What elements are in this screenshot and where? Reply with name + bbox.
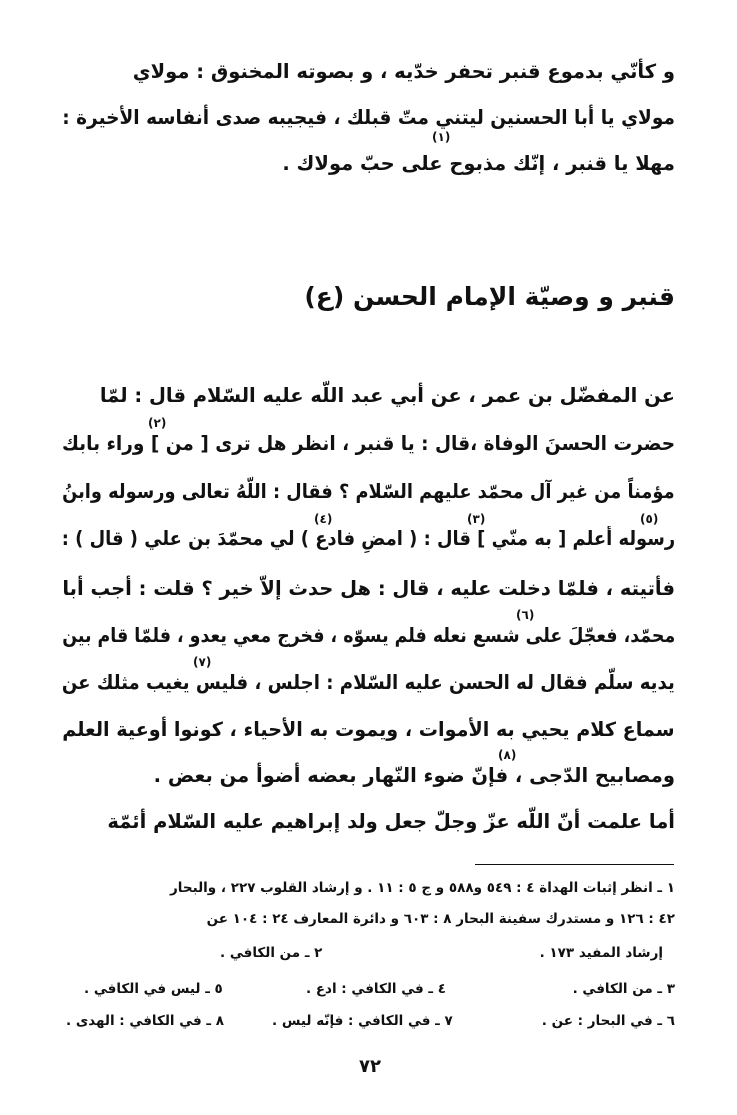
intro-line-1: و كأنّي بدموع قنبر تحفر خدّيه ، و بصوته المخنوق : مولاي xyxy=(132,60,675,83)
body-line-7: يديه سلّم فقال له الحسن عليه السّلام : اجلس ، فليس يغيب مثلك عن xyxy=(62,671,675,694)
footnote-separator xyxy=(475,864,674,865)
footnote-marker-1: (١) xyxy=(432,130,451,144)
footnote-1-line-1: ١ ـ انظر إثبات الهداة ٤ : ٥٤٩ و٥٨٨ و ج ٥ : ١١ . و إرشاد القلوب ٢٢٧ ، والبحار xyxy=(170,880,675,896)
section-heading: قنبر و وصيّة الإمام الحسن (ع) xyxy=(304,282,675,311)
intro-line-3: مهلا يا قنبر ، إنّك مذبوح على حبّ مولاك . xyxy=(282,152,675,175)
body-line-9: ومصابيح الدّجى ، فإنّ ضوء النّهار بعضه أضوأ من بعض . xyxy=(153,764,675,787)
body-line-3: مؤمناً من غير آل محمّد عليهم السّلام ؟ فقال : اللّهُ تعالى ورسوله وابنُ xyxy=(62,480,675,503)
page-number: ٧٢ xyxy=(359,1056,381,1077)
body-line-4: رسوله أعلم [ به منّي ] قال : ( امضِ فادع ) لي محمّدَ بن علي ( قال ) : xyxy=(61,527,675,550)
intro-line-2: مولاي يا أبا الحسنين ليتني متّ قبلك ، فيجيبه صدى أنفاسه الأخيرة : xyxy=(62,106,675,129)
footnote-marker-8: (٨) xyxy=(498,748,517,762)
footnote-1-line-3: إرشاد المفيد ١٧٣ . xyxy=(539,945,663,961)
footnote-4: ٤ ـ في الكافي : ادع . xyxy=(306,981,446,997)
footnote-marker-7: (٧) xyxy=(193,655,212,669)
body-line-1: عن المفضّل بن عمر ، عن أبي عبد اللّه عليه السّلام قال : لمّا xyxy=(99,384,675,407)
footnote-marker-3: (٣) xyxy=(467,512,486,526)
body-line-2: حضرت الحسنَ الوفاة ،قال : يا قنبر ، انظر هل ترى [ من ] وراء بابك xyxy=(61,432,675,455)
footnote-2: ٢ ـ من الكافي . xyxy=(220,945,323,961)
body-line-5: فأتيته ، فلمّا دخلت عليه ، قال : هل حدث إلاّ خير ؟ قلت : أجب أبا xyxy=(62,577,675,600)
footnote-marker-4: (٤) xyxy=(314,512,333,526)
body-line-10: أما علمت أنّ اللّه عزّ وجلّ جعل ولد إبراهيم عليه السّلام أئمّة xyxy=(107,810,675,833)
body-line-6: محمّد، فعجّلَ على شسع نعله فلم يسوّه ، فخرج معي يعدو ، فلمّا قام بين xyxy=(62,624,675,647)
footnote-marker-5: (٥) xyxy=(640,512,659,526)
footnote-marker-6: (٦) xyxy=(516,608,535,622)
body-line-8: سماع كلام يحيي به الأموات ، ويموت به الأحياء ، كونوا أوعية العلم xyxy=(62,718,675,741)
footnote-8: ٨ ـ في الكافي : الهدى . xyxy=(66,1013,224,1029)
footnote-3: ٣ ـ من الكافي . xyxy=(572,981,675,997)
footnote-5: ٥ ـ ليس في الكافي . xyxy=(84,981,223,997)
footnote-6: ٦ ـ في البحار : عن . xyxy=(541,1013,675,1029)
footnote-7: ٧ ـ في الكافي : فإنّه ليس . xyxy=(272,1013,453,1029)
footnote-marker-2: (٢) xyxy=(148,416,167,430)
footnote-1-line-2: ٤٢ : ١٢٦ و مستدرك سفينة البحار ٨ : ٦٠٣ و دائرة المعارف ٢٤ : ١٠٤ عن xyxy=(206,911,675,927)
